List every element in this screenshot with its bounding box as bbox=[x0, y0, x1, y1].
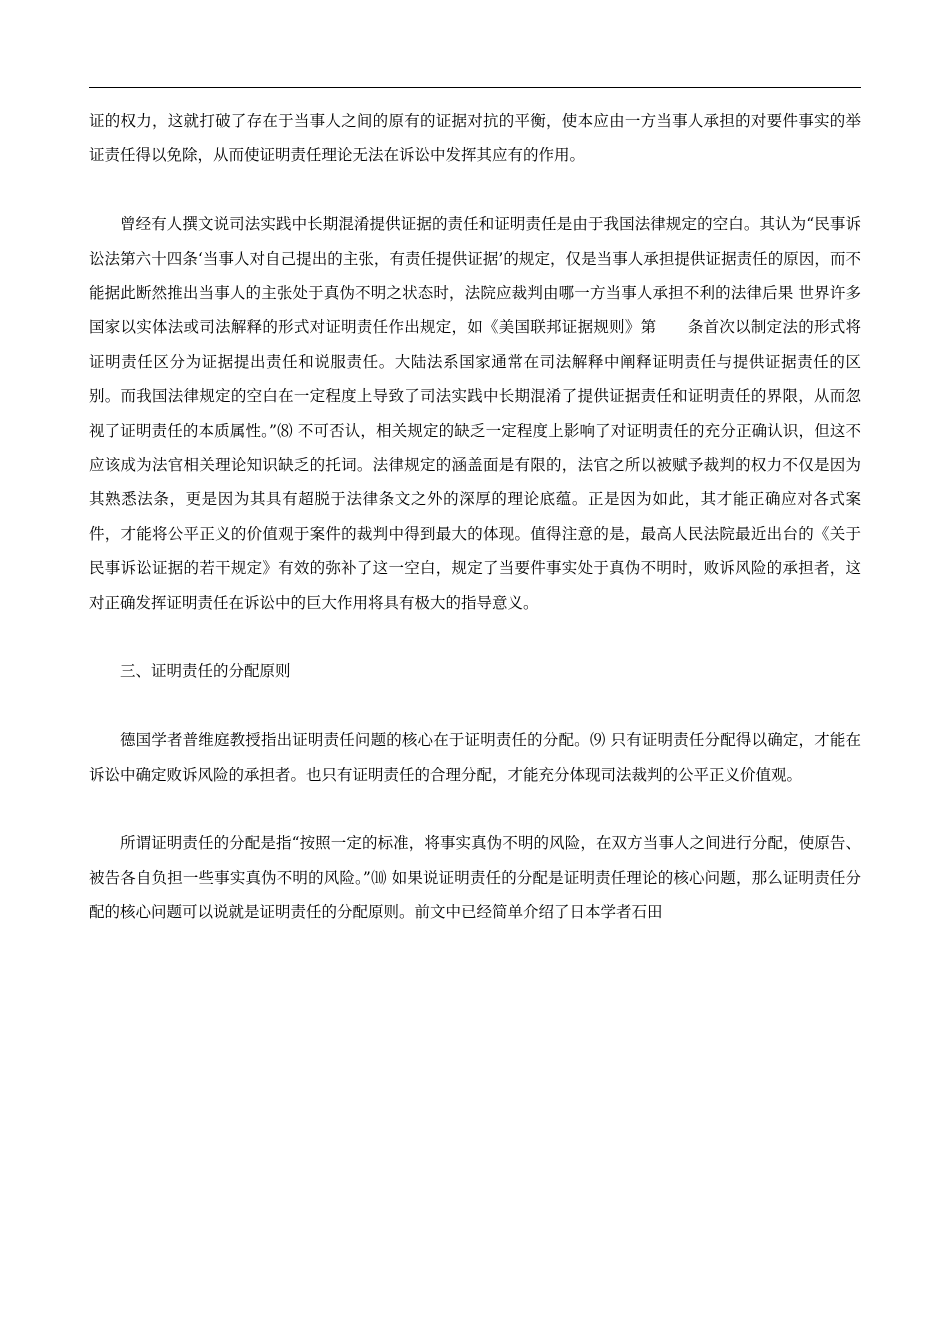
paragraph-continued: 证的权力，这就打破了存在于当事人之间的原有的证据对抗的平衡，使本应由一方当事人承担的对要件事实的举证责任得以免除，从而使证明责任理论无法在诉讼中发挥其应有的作用。 bbox=[89, 112, 861, 165]
paragraph-legal-gap: 曾经有人撰文说司法实践中长期混淆提供证据的责任和证明责任是由于我国法律规定的空白。其认为“民事诉讼法第六十四条‘当事人对自己提出的主张，有责任提供证据’的规定，仅是当事人承担提供证据责任的原因，而不能据此断然推出当事人的主张处于真伪不明之状态时，法院应裁判由哪一方当事人承担不利的法律后果 世界许多国家以实体法或司法解释的形式对证明责任作出规定，如《美国联邦证据规则》第 条首次以制定法的形式将证明责任区分为证据提出责任和说服责任。大陆法系国家通常在司法解释中阐释证明责任与提供证据责任的区别。而我国法律规定的空白在一定程度上导致了司法实践中长期混淆了提供证据责任和证明责任的界限，从而忽视了证明责任的本质属性。”⑻ 不可否认，相关规定的缺乏一定程度上影响了对证明责任的充分正确认识，但这不应该成为法官相关理论知识缺乏的托词。法律规定的涵盖面是有限的，法官之所以被赋予裁判的权力不仅是因为其熟悉法条，更是因为其具有超脱于法律条文之外的深厚的理论底蕴。正是因为如此，其才能正确应对各式案件，才能将公平正义的价值观于案件的裁判中得到最大的体现。值得注意的是，最高人民法院最近出台的《关于民事诉讼证据的若干规定》有效的弥补了这一空白，规定了当要件事实处于真伪不明时，败诉风险的承担者，这对正确发挥证明责任在诉讼中的巨大作用将具有极大的指导意义。 bbox=[89, 215, 861, 612]
paragraph-allocation-core: 德国学者普维庭教授指出证明责任问题的核心在于证明责任的分配。⑼ 只有证明责任分配得以确定，才能在诉讼中确定败诉风险的承担者。也只有证明责任的合理分配，才能充分体现司法裁判的公平正义价值观。 bbox=[89, 731, 861, 784]
paragraph-gap bbox=[89, 689, 861, 723]
paragraph-gap bbox=[89, 620, 861, 654]
document-body bbox=[89, 104, 861, 930]
header-rule bbox=[89, 87, 861, 88]
paragraph-gap bbox=[89, 792, 861, 826]
paragraph-allocation-definition: 所谓证明责任的分配是指“按照一定的标准，将事实真伪不明的风险，在双方当事人之间进行分配，使原告、被告各自负担一些事实真伪不明的风险。”⑽ 如果说证明责任的分配是证明责任理论的核心问题，那么证明责任分配的核心问题可以说就是证明责任的分配原则。前文中已经简单介绍了日本学者石田 bbox=[89, 834, 861, 922]
section-heading: 三、证明责任的分配原则 bbox=[120, 662, 291, 681]
paragraph-gap bbox=[89, 173, 861, 207]
